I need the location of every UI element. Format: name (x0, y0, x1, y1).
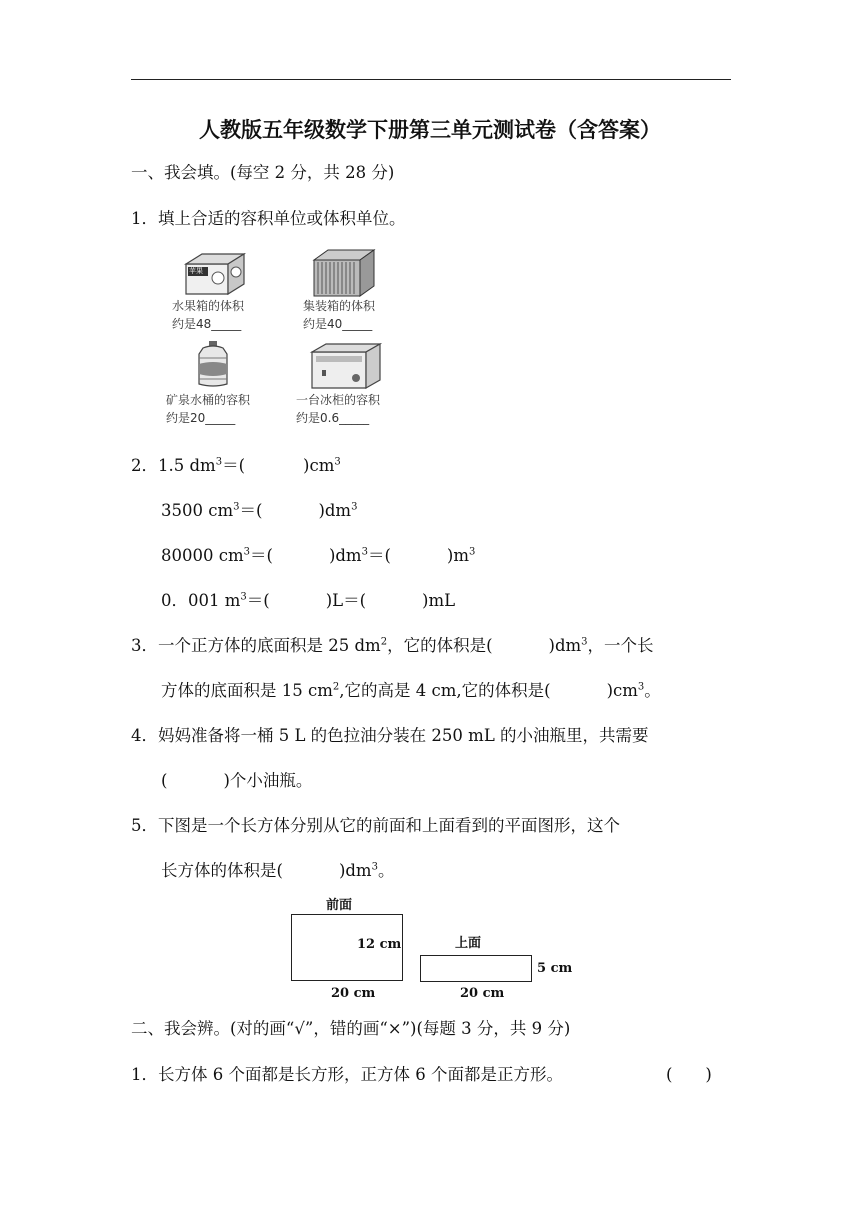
q5-line1: 5．下图是一个长方体分别从它的前面和上面看到的平面图形，这个 (131, 816, 620, 835)
q1-text: 1．填上合适的容积单位或体积单位。 (131, 209, 406, 228)
s2-q1-answer-bracket[interactable]: ( ) (666, 1065, 712, 1084)
fruit-box-label: 苹果 (189, 267, 203, 275)
top-rule (131, 79, 731, 80)
top-view-label: 上面 (455, 936, 482, 951)
q3-line2: 方体的底面积是 15 $cm^2$,它的高是 4 cm,它的体积是( )$cm^3$。 (161, 681, 661, 700)
q3-line1: 3．一个正方体的底面积是 25 $dm^2$，它的体积是( )$dm^3$，一个长 (131, 636, 654, 655)
container-caption-2: 约是40_____ (303, 317, 373, 331)
fruit-box-caption-2: 约是48_____ (172, 317, 242, 331)
water-bucket-caption-1: 矿泉水桶的容积 (166, 393, 251, 407)
container-caption-1: 集装箱的体积 (303, 299, 376, 313)
front-view-label: 前面 (326, 898, 353, 913)
q4-line2: ( )个小油瓶。 (161, 771, 313, 790)
section2-heading: 二、我会辨。(对的画“√”，错的画“×”)(每题 3 分，共 9 分) (131, 1019, 571, 1038)
q4-line1: 4．妈妈准备将一桶 5 L 的色拉油分装在 250 mL 的小油瓶里，共需要 (131, 726, 649, 745)
water-bucket-icon (193, 340, 233, 392)
freezer-caption-2: 约是0.6_____ (296, 411, 370, 425)
front-height-label: 12 cm (357, 937, 402, 952)
page-title: 人教版五年级数学下册第三单元测试卷（含答案） (199, 118, 661, 142)
freezer-caption-1: 一台冰柜的容积 (296, 393, 381, 407)
q2-line2: 3500 $cm^3=$( )$dm^3$ (161, 501, 358, 520)
water-bucket-caption-2: 约是20_____ (166, 411, 236, 425)
container-icon (312, 248, 376, 302)
fruit-box-caption-1: 水果箱的体积 (172, 299, 245, 313)
q5-line2: 长方体的体积是( )$dm^3$。 (161, 861, 395, 880)
fruit-box-icon (182, 250, 248, 300)
top-view-rect (420, 955, 532, 982)
section1-heading: 一、我会填。(每空 2 分，共 28 分) (131, 163, 395, 182)
s2-q1-text: 1．长方体 6 个面都是长方形，正方体 6 个面都是正方形。 (131, 1065, 563, 1084)
top-width-label: 20 cm (460, 986, 505, 1001)
q2-line1: 2．1.5 $dm^3=$( )$cm^3$ (131, 456, 341, 475)
q2-line3: 80000 $cm^3=$( )$dm^3=$( )$m^3$ (161, 546, 476, 565)
q2-line4: 0．001 $m^3=$( )L＝( )mL (161, 591, 456, 610)
freezer-icon (308, 342, 382, 394)
top-height-label: 5 cm (537, 961, 573, 976)
front-width-label: 20 cm (331, 986, 376, 1001)
